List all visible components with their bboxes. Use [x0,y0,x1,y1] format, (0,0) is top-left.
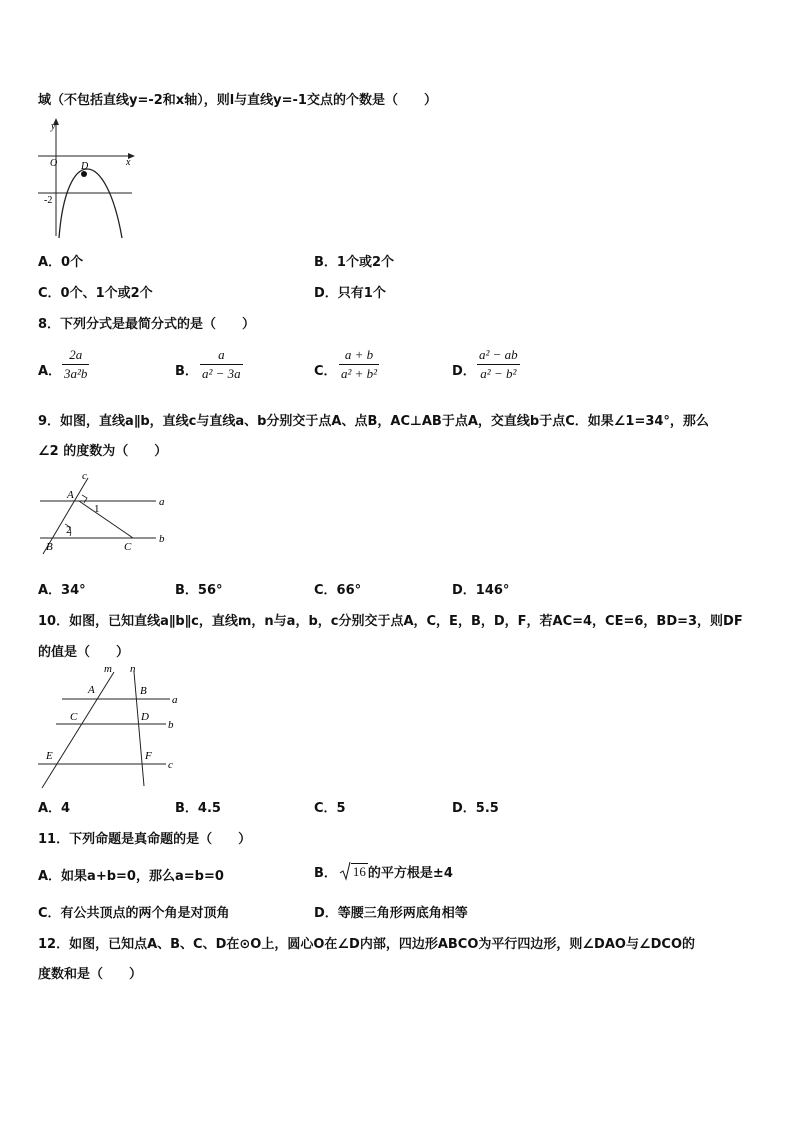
q8-stem: 8．下列分式是最简分式的是（ ） [38,317,256,332]
q7-x-label: x [126,157,131,168]
q8-fraction-c [339,347,379,382]
q10-option-c: C．5 [314,801,346,816]
q8-fraction-d [477,347,520,382]
q10-stem-line2: 的值是（ ） [38,645,130,660]
q7-origin-label: O [50,158,58,169]
q10-line-n-label: n [130,663,136,675]
q10-point-a-label: A [88,684,95,696]
q11-stem: 11．下列命题是真命题的是（ ） [38,832,252,847]
q10-point-b-label: B [140,685,147,697]
q10-point-e-label: E [46,750,53,762]
q7-option-a: A．0个 [38,255,84,270]
q11-option-b-text: 的平方根是±4 [367,865,453,881]
q10-parallel-lines-figure [34,660,184,790]
q7-d-label: D [81,161,89,172]
q7-y-label: y [51,121,56,132]
q8-label-d: D． [452,364,476,379]
q10-point-f-label: F [145,750,152,762]
q10-option-b: B．4.5 [175,801,221,816]
q9-stem-line1: 9．如图，直线a∥b，直线c与直线a、b分别交于点A、点B，AC⊥AB于点A，交直线b于点C．如果∠1=34°，那么 [38,414,709,429]
q9-angle-1-label: 1 [94,503,100,515]
q9-line-b-label: b [159,533,165,545]
q9-angle-2-label: 2 [66,524,72,536]
q7-parabola-graph [36,116,140,240]
q8-frac-c-denominator: a² + b² [341,366,378,381]
q7-stem: 域（不包括直线y=-2和x轴），则l与直线y=-1交点的个数是（ ） [38,93,437,108]
q7-neg2-label: -2 [44,195,53,206]
q8-frac-d-denominator: a² − b² [480,366,517,381]
q9-option-b: B．56° [175,583,223,598]
q8-frac-d-numerator: a² − ab [479,347,518,362]
q11-option-b-letter: B． [314,865,337,881]
q11-option-d: D．等腰三角形两底角相等 [314,906,468,921]
q11-option-b [314,861,453,881]
q7-option-c: C．0个、1个或2个 [38,286,153,301]
q8-label-a: A． [38,364,62,379]
q10-line-a-label: a [172,694,178,706]
q8-fraction-b [200,347,243,382]
q12-stem-line1: 12．如图，已知点A、B、C、D在⊙O上，圆心O在∠D内部，四边形ABCO为平行四边形，则∠DAO与∠DCO的 [38,937,695,952]
q10-line-c-label: c [168,759,173,771]
q10-point-d-label: D [141,711,149,723]
q7-option-d: D．只有1个 [314,286,386,301]
q8-frac-a-denominator: 3a²b [64,366,88,381]
q9-option-d: D．146° [452,583,510,598]
q11-option-a: A．如果a+b=0，那么a=b=0 [38,869,224,884]
q10-option-d: D．5.5 [452,801,499,816]
q8-label-b: B． [175,364,198,379]
q8-label-c: C． [314,364,337,379]
q8-frac-b-denominator: a² − 3a [202,366,241,381]
q11-option-b-radicand: 16 [352,863,366,879]
radical-sign-icon [339,861,351,881]
q9-point-c-label: C [124,541,132,553]
q10-stem-line1: 10．如图，已知直线a∥b∥c，直线m，n与a，b，c分别交于点A，C，E，B，D，F，若AC=4，CE=6，BD=3，则DF [38,614,743,629]
q8-fraction-a [62,347,89,382]
q9-point-a-label: A [67,489,74,501]
q8-frac-b-numerator: a [218,347,225,362]
q9-point-b-label: B [46,541,53,553]
q10-option-a: A．4 [38,801,71,816]
q8-frac-c-numerator: a + b [344,347,374,362]
q9-stem-line2: ∠2 的度数为（ ） [38,444,168,459]
q10-line-m-label: m [104,663,112,675]
q9-line-a-label: a [159,496,165,508]
q9-option-a: A．34° [38,583,86,598]
q7-option-b: B．1个或2个 [314,255,394,270]
q10-line-b-label: b [168,719,174,731]
q9-parallel-lines-figure [36,472,176,556]
q12-stem-line2: 度数和是（ ） [38,967,143,982]
q11-option-c: C．有公共顶点的两个角是对顶角 [38,906,230,921]
q8-frac-a-numerator: 2a [69,347,83,362]
q10-point-c-label: C [70,711,78,723]
q9-option-c: C．66° [314,583,362,598]
q9-line-c-label: c [82,472,87,482]
